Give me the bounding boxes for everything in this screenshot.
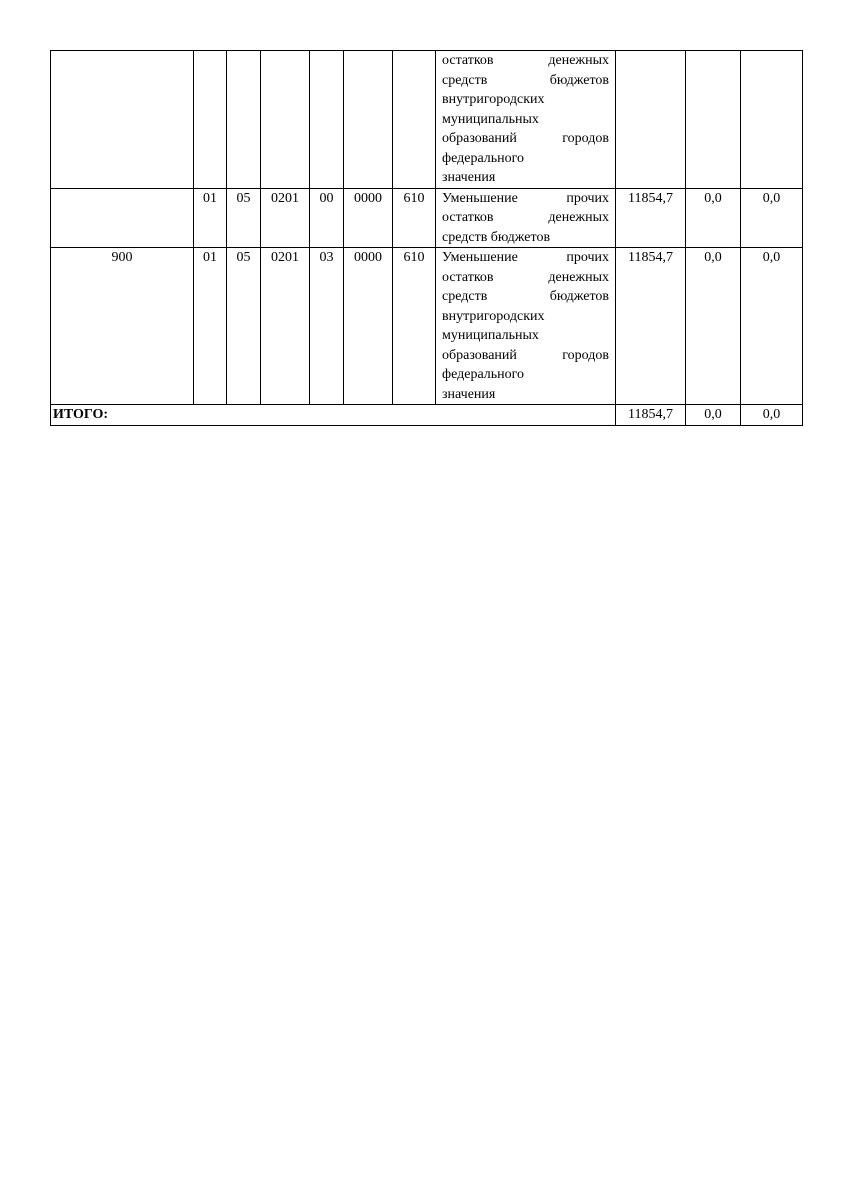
total-value-year2: 0,0 — [686, 405, 741, 426]
name-cell — [436, 51, 616, 189]
name-line: значения — [442, 386, 496, 402]
admin-code-cell — [51, 51, 194, 189]
total-row — [51, 405, 803, 426]
code-kosgu-cell — [393, 51, 436, 189]
code-program-cell — [344, 51, 393, 189]
value-year2-cell: 0,0 — [686, 188, 741, 248]
code-subgroup-cell — [227, 51, 261, 189]
code-article-cell: 0201 — [261, 188, 310, 248]
code-group-cell: 01 — [194, 248, 227, 405]
name-cell — [436, 188, 616, 248]
name-line: средств бюджетов — [442, 229, 551, 245]
admin-code-cell: 900 — [51, 248, 194, 405]
total-value-year3: 0,0 — [741, 405, 803, 426]
value-year3-cell: 0,0 — [741, 248, 803, 405]
name-line: остатков денежных — [442, 53, 609, 68]
code-kosgu-cell: 610 — [393, 248, 436, 405]
code-element-cell — [310, 51, 344, 189]
admin-code-cell — [51, 188, 194, 248]
name-line: федерального — [442, 150, 525, 166]
value-year2-cell: 0,0 — [686, 248, 741, 405]
code-group-cell: 01 — [194, 188, 227, 248]
name-line: муниципальных — [442, 328, 539, 343]
table-row — [51, 51, 803, 189]
code-subgroup-cell: 05 — [227, 188, 261, 248]
value-year1-cell: 11854,7 — [616, 248, 686, 405]
code-element-cell: 03 — [310, 248, 344, 405]
value-year3-cell: 0,0 — [741, 188, 803, 248]
code-element-cell: 00 — [310, 188, 344, 248]
total-value-year1: 11854,7 — [616, 405, 686, 426]
value-year2-cell — [686, 51, 741, 189]
name-line: образований городов — [442, 131, 609, 146]
code-article-cell: 0201 — [261, 248, 310, 405]
budget-sources-table — [50, 50, 803, 426]
value-year1-cell — [616, 51, 686, 189]
name-line: внутригородских — [442, 92, 545, 107]
name-line: средств бюджетов — [442, 72, 609, 88]
code-subgroup-cell: 05 — [227, 248, 261, 405]
code-article-cell — [261, 51, 310, 189]
name-line: образований городов — [442, 347, 609, 363]
name-line: федерального — [442, 367, 525, 382]
name-cell — [436, 248, 616, 405]
code-program-cell: 0000 — [344, 188, 393, 248]
name-line: средств бюджетов — [442, 289, 609, 304]
name-line: остатков денежных — [442, 269, 609, 285]
table-row — [51, 188, 803, 248]
name-line: Уменьшение прочих — [442, 190, 609, 206]
value-year3-cell — [741, 51, 803, 189]
code-kosgu-cell: 610 — [393, 188, 436, 248]
table-row — [51, 248, 803, 405]
total-label: ИТОГО: — [51, 405, 616, 426]
value-year1-cell: 11854,7 — [616, 188, 686, 248]
name-line: значения — [442, 170, 496, 185]
name-line: остатков денежных — [442, 210, 609, 225]
code-program-cell: 0000 — [344, 248, 393, 405]
name-line: муниципальных — [442, 111, 539, 127]
code-group-cell — [194, 51, 227, 189]
name-line: Уменьшение прочих — [442, 250, 609, 265]
name-line: внутригородских — [442, 308, 545, 324]
